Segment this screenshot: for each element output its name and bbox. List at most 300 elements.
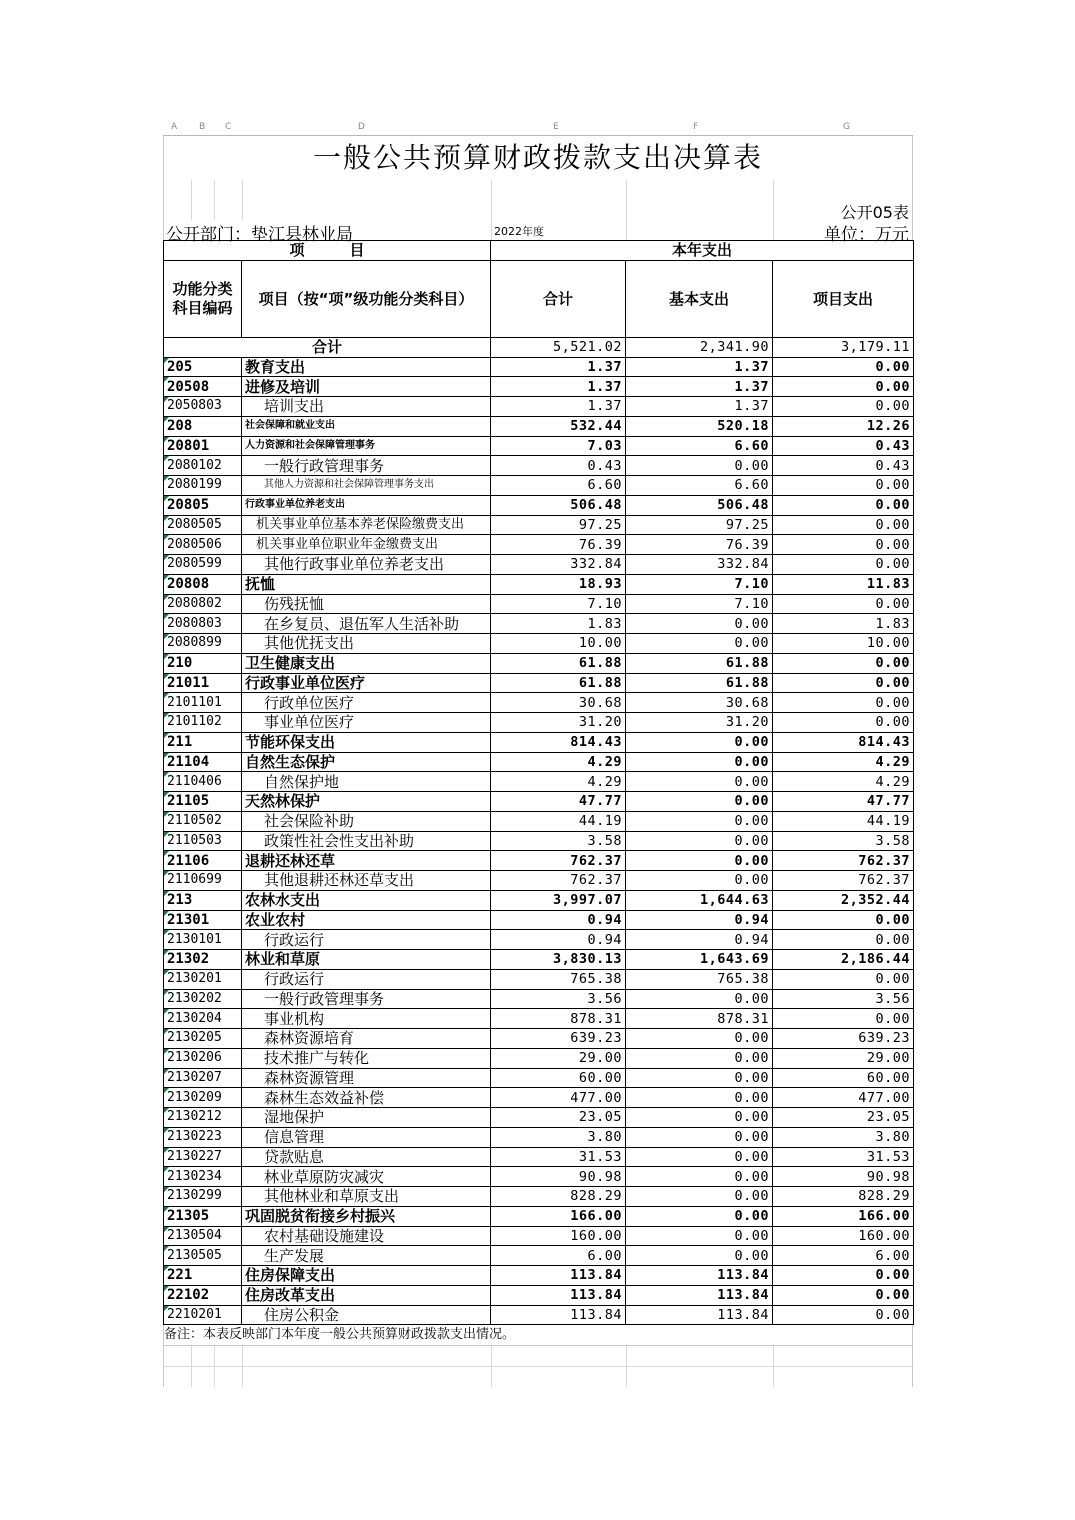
name-cell: 抚恤 xyxy=(242,574,491,594)
name-cell: 林业和草原 xyxy=(242,950,491,970)
total-header: 合计 xyxy=(491,260,626,337)
project-cell: 0.00 xyxy=(773,476,914,496)
total-cell: 878.31 xyxy=(491,1009,626,1029)
code-cell: 211 xyxy=(164,732,242,752)
code-cell: 2110406 xyxy=(164,772,242,792)
table-row xyxy=(164,713,914,733)
code-cell: 2130209 xyxy=(164,1088,242,1108)
table-row xyxy=(164,772,914,792)
project-cell: 0.00 xyxy=(773,713,914,733)
basic-cell: 878.31 xyxy=(626,1009,773,1029)
basic-cell: 0.00 xyxy=(626,1029,773,1049)
code-cell: 2130101 xyxy=(164,930,242,950)
basic-cell: 0.00 xyxy=(626,1167,773,1187)
total-cell: 60.00 xyxy=(491,1068,626,1088)
code-cell: 2130227 xyxy=(164,1147,242,1167)
total-amount: 5,521.02 xyxy=(491,337,626,357)
basic-cell: 520.18 xyxy=(626,416,773,436)
table-row xyxy=(164,930,914,950)
basic-cell: 76.39 xyxy=(626,535,773,555)
basic-cell: 0.00 xyxy=(626,1226,773,1246)
name-cell: 贷款贴息 xyxy=(242,1147,491,1167)
table-row xyxy=(164,1147,914,1167)
table-row xyxy=(164,693,914,713)
total-cell: 639.23 xyxy=(491,1029,626,1049)
table-row xyxy=(164,495,914,515)
table-row xyxy=(164,792,914,812)
name-cell: 住房改革支出 xyxy=(242,1285,491,1305)
total-cell: 113.84 xyxy=(491,1266,626,1286)
project-cell: 23.05 xyxy=(773,1108,914,1128)
column-header-strip xyxy=(163,122,913,136)
total-cell: 1.37 xyxy=(491,377,626,397)
total-cell: 532.44 xyxy=(491,416,626,436)
basic-cell: 0.00 xyxy=(626,752,773,772)
name-cell: 自然保护地 xyxy=(242,772,491,792)
code-cell: 2130212 xyxy=(164,1108,242,1128)
name-cell: 其他退耕还林还草支出 xyxy=(242,871,491,891)
name-cell: 行政事业单位养老支出 xyxy=(242,495,491,515)
name-cell: 农林水支出 xyxy=(242,890,491,910)
expenditure-table xyxy=(163,240,914,1325)
table-row xyxy=(164,673,914,693)
project-cell: 4.29 xyxy=(773,772,914,792)
table-row xyxy=(164,890,914,910)
total-cell: 160.00 xyxy=(491,1226,626,1246)
total-cell: 765.38 xyxy=(491,969,626,989)
name-cell: 技术推广与转化 xyxy=(242,1048,491,1068)
total-cell: 7.10 xyxy=(491,594,626,614)
name-cell: 生产发展 xyxy=(242,1246,491,1266)
code-cell: 2130201 xyxy=(164,969,242,989)
basic-cell: 1.37 xyxy=(626,357,773,377)
table-row xyxy=(164,871,914,891)
name-cell: 森林资源管理 xyxy=(242,1068,491,1088)
form-number: 公开05表 xyxy=(840,203,909,222)
name-cell: 林业草原防灾减灾 xyxy=(242,1167,491,1187)
name-cell: 在乡复员、退伍军人生活补助 xyxy=(242,614,491,634)
code-cell: 2080899 xyxy=(164,634,242,654)
project-cell: 0.00 xyxy=(773,1266,914,1286)
project-cell: 0.00 xyxy=(773,515,914,535)
basic-cell: 97.25 xyxy=(626,515,773,535)
code-cell: 21301 xyxy=(164,910,242,930)
name-cell: 其他人力资源和社会保障管理事务支出 xyxy=(242,476,491,496)
total-cell: 47.77 xyxy=(491,792,626,812)
code-cell: 2050803 xyxy=(164,397,242,417)
table-row xyxy=(164,1048,914,1068)
project-cell: 160.00 xyxy=(773,1226,914,1246)
project-cell: 0.00 xyxy=(773,357,914,377)
basic-cell: 332.84 xyxy=(626,555,773,575)
basic-cell: 1.37 xyxy=(626,377,773,397)
name-cell: 行政事业单位医疗 xyxy=(242,673,491,693)
table-row xyxy=(164,752,914,772)
code-cell: 2101102 xyxy=(164,713,242,733)
footnote: 备注：本表反映部门本年度一般公共预算财政拨款支出情况。 xyxy=(163,1325,913,1346)
basic-cell: 0.00 xyxy=(626,1048,773,1068)
basic-cell: 0.00 xyxy=(626,1246,773,1266)
name-cell: 森林资源培育 xyxy=(242,1029,491,1049)
name-cell: 机关事业单位职业年金缴费支出 xyxy=(242,535,491,555)
project-cell: 2,352.44 xyxy=(773,890,914,910)
basic-cell: 0.00 xyxy=(626,871,773,891)
basic-cell: 0.00 xyxy=(626,1187,773,1207)
project-cell: 3.80 xyxy=(773,1127,914,1147)
basic-cell: 61.88 xyxy=(626,673,773,693)
basic-cell: 0.00 xyxy=(626,1127,773,1147)
code-cell: 21011 xyxy=(164,673,242,693)
basic-cell: 0.00 xyxy=(626,1147,773,1167)
basic-cell: 0.94 xyxy=(626,930,773,950)
basic-cell: 0.00 xyxy=(626,456,773,476)
table-row xyxy=(164,1246,914,1266)
project-cell: 0.00 xyxy=(773,594,914,614)
project-cell: 0.00 xyxy=(773,397,914,417)
project-cell: 1.83 xyxy=(773,614,914,634)
column-letter[interactable]: A xyxy=(171,122,178,132)
table-row xyxy=(164,614,914,634)
total-row xyxy=(164,337,914,357)
total-project: 3,179.11 xyxy=(773,337,914,357)
total-cell: 7.03 xyxy=(491,436,626,456)
total-cell: 1.83 xyxy=(491,614,626,634)
name-cell: 行政单位医疗 xyxy=(242,693,491,713)
name-cell: 事业机构 xyxy=(242,1009,491,1029)
total-cell: 113.84 xyxy=(491,1285,626,1305)
basic-cell: 113.84 xyxy=(626,1285,773,1305)
name-cell: 其他优抚支出 xyxy=(242,634,491,654)
code-cell: 2130234 xyxy=(164,1167,242,1187)
column-letter[interactable]: G xyxy=(843,122,850,132)
form-number-row xyxy=(163,200,913,220)
name-cell: 湿地保护 xyxy=(242,1108,491,1128)
table-row xyxy=(164,377,914,397)
project-cell: 762.37 xyxy=(773,871,914,891)
table-row xyxy=(164,397,914,417)
column-letter[interactable]: D xyxy=(358,122,365,132)
total-cell: 90.98 xyxy=(491,1167,626,1187)
unit-label: 单位：万元 xyxy=(824,225,909,245)
code-cell: 2130202 xyxy=(164,989,242,1009)
table-row xyxy=(164,456,914,476)
basic-cell: 0.00 xyxy=(626,792,773,812)
total-cell: 61.88 xyxy=(491,653,626,673)
code-header: 功能分类科目编码 xyxy=(164,260,242,337)
project-cell: 0.00 xyxy=(773,930,914,950)
department-row xyxy=(163,220,913,245)
code-cell: 20801 xyxy=(164,436,242,456)
name-cell: 信息管理 xyxy=(242,1127,491,1147)
table-row xyxy=(164,594,914,614)
total-cell: 23.05 xyxy=(491,1108,626,1128)
project-cell: 60.00 xyxy=(773,1068,914,1088)
code-cell: 22102 xyxy=(164,1285,242,1305)
total-cell: 3.80 xyxy=(491,1127,626,1147)
basic-cell: 0.00 xyxy=(626,851,773,871)
code-cell: 2080102 xyxy=(164,456,242,476)
total-cell: 1.37 xyxy=(491,397,626,417)
total-cell: 3,997.07 xyxy=(491,890,626,910)
code-cell: 2110699 xyxy=(164,871,242,891)
blank-row xyxy=(163,1366,913,1387)
table-row xyxy=(164,535,914,555)
code-cell: 2080199 xyxy=(164,476,242,496)
spreadsheet xyxy=(163,122,913,1387)
total-label: 合计 xyxy=(164,337,491,357)
project-cell: 0.00 xyxy=(773,969,914,989)
name-cell: 巩固脱贫衔接乡村振兴 xyxy=(242,1206,491,1226)
name-cell: 伤残抚恤 xyxy=(242,594,491,614)
basic-header: 基本支出 xyxy=(626,260,773,337)
total-cell: 76.39 xyxy=(491,535,626,555)
project-cell: 12.26 xyxy=(773,416,914,436)
name-cell: 培训支出 xyxy=(242,397,491,417)
total-cell: 762.37 xyxy=(491,871,626,891)
total-cell: 31.53 xyxy=(491,1147,626,1167)
basic-cell: 113.84 xyxy=(626,1305,773,1325)
table-row xyxy=(164,851,914,871)
name-cell: 其他行政事业单位养老支出 xyxy=(242,555,491,575)
name-cell: 节能环保支出 xyxy=(242,732,491,752)
table-row xyxy=(164,574,914,594)
total-basic: 2,341.90 xyxy=(626,337,773,357)
project-cell: 29.00 xyxy=(773,1048,914,1068)
total-cell: 113.84 xyxy=(491,1305,626,1325)
table-row xyxy=(164,989,914,1009)
total-cell: 814.43 xyxy=(491,732,626,752)
name-cell: 住房公积金 xyxy=(242,1305,491,1325)
table-row xyxy=(164,732,914,752)
project-cell: 477.00 xyxy=(773,1088,914,1108)
name-cell: 其他林业和草原支出 xyxy=(242,1187,491,1207)
table-row xyxy=(164,1088,914,1108)
basic-cell: 0.00 xyxy=(626,614,773,634)
code-cell: 210 xyxy=(164,653,242,673)
total-cell: 61.88 xyxy=(491,673,626,693)
total-cell: 3,830.13 xyxy=(491,950,626,970)
code-cell: 21104 xyxy=(164,752,242,772)
code-cell: 2130299 xyxy=(164,1187,242,1207)
table-row xyxy=(164,653,914,673)
name-cell: 社会保险补助 xyxy=(242,811,491,831)
project-cell: 0.00 xyxy=(773,653,914,673)
name-cell: 政策性社会性支出补助 xyxy=(242,831,491,851)
code-cell: 2101101 xyxy=(164,693,242,713)
total-cell: 29.00 xyxy=(491,1048,626,1068)
basic-cell: 0.00 xyxy=(626,811,773,831)
name-cell: 行政运行 xyxy=(242,930,491,950)
table-row xyxy=(164,969,914,989)
name-cell: 社会保障和就业支出 xyxy=(242,416,491,436)
name-cell: 卫生健康支出 xyxy=(242,653,491,673)
project-cell: 6.00 xyxy=(773,1246,914,1266)
name-cell: 自然生态保护 xyxy=(242,752,491,772)
name-cell: 一般行政管理事务 xyxy=(242,456,491,476)
name-cell: 农村基础设施建设 xyxy=(242,1226,491,1246)
table-row xyxy=(164,1108,914,1128)
table-row xyxy=(164,416,914,436)
item-header: 项目（按“项”级功能分类科目） xyxy=(242,260,491,337)
basic-cell: 31.20 xyxy=(626,713,773,733)
table-row xyxy=(164,910,914,930)
total-cell: 18.93 xyxy=(491,574,626,594)
basic-cell: 7.10 xyxy=(626,594,773,614)
table-row xyxy=(164,436,914,456)
basic-cell: 0.00 xyxy=(626,1108,773,1128)
table-row xyxy=(164,811,914,831)
project-cell: 0.43 xyxy=(773,436,914,456)
project-cell: 0.00 xyxy=(773,1285,914,1305)
table-row xyxy=(164,831,914,851)
name-cell: 事业单位医疗 xyxy=(242,713,491,733)
total-cell: 4.29 xyxy=(491,772,626,792)
code-cell: 2110502 xyxy=(164,811,242,831)
table-row xyxy=(164,515,914,535)
project-cell: 0.00 xyxy=(773,377,914,397)
total-cell: 6.00 xyxy=(491,1246,626,1266)
project-cell: 0.00 xyxy=(773,555,914,575)
code-cell: 2110503 xyxy=(164,831,242,851)
code-cell: 2130207 xyxy=(164,1068,242,1088)
table-row xyxy=(164,1226,914,1246)
project-cell: 44.19 xyxy=(773,811,914,831)
basic-cell: 7.10 xyxy=(626,574,773,594)
code-cell: 2210201 xyxy=(164,1305,242,1325)
basic-cell: 0.00 xyxy=(626,1088,773,1108)
table-row xyxy=(164,1029,914,1049)
project-cell: 11.83 xyxy=(773,574,914,594)
code-cell: 2130204 xyxy=(164,1009,242,1029)
code-cell: 205 xyxy=(164,357,242,377)
code-cell: 21106 xyxy=(164,851,242,871)
basic-cell: 113.84 xyxy=(626,1266,773,1286)
name-cell: 进修及培训 xyxy=(242,377,491,397)
column-letter[interactable]: F xyxy=(693,122,699,132)
code-cell: 20805 xyxy=(164,495,242,515)
project-cell: 0.00 xyxy=(773,1305,914,1325)
code-cell: 21105 xyxy=(164,792,242,812)
blank-row xyxy=(163,180,913,200)
basic-cell: 1,644.63 xyxy=(626,890,773,910)
project-cell: 3.56 xyxy=(773,989,914,1009)
column-letter[interactable]: C xyxy=(225,122,232,132)
code-cell: 2130505 xyxy=(164,1246,242,1266)
basic-cell: 0.00 xyxy=(626,1206,773,1226)
table-row xyxy=(164,1285,914,1305)
name-cell: 人力资源和社会保障管理事务 xyxy=(242,436,491,456)
project-cell: 0.00 xyxy=(773,495,914,515)
basic-cell: 0.94 xyxy=(626,910,773,930)
code-cell: 2080803 xyxy=(164,614,242,634)
basic-cell: 0.00 xyxy=(626,831,773,851)
code-cell: 2130223 xyxy=(164,1127,242,1147)
total-cell: 477.00 xyxy=(491,1088,626,1108)
basic-cell: 61.88 xyxy=(626,653,773,673)
total-cell: 828.29 xyxy=(491,1187,626,1207)
code-cell: 2080505 xyxy=(164,515,242,535)
project-cell: 814.43 xyxy=(773,732,914,752)
basic-cell: 1.37 xyxy=(626,397,773,417)
table-row xyxy=(164,1068,914,1088)
name-cell: 行政运行 xyxy=(242,969,491,989)
code-cell: 2080506 xyxy=(164,535,242,555)
code-cell: 208 xyxy=(164,416,242,436)
table-row xyxy=(164,476,914,496)
project-cell: 0.00 xyxy=(773,910,914,930)
basic-cell: 6.60 xyxy=(626,476,773,496)
code-cell: 21305 xyxy=(164,1206,242,1226)
project-cell: 3.58 xyxy=(773,831,914,851)
project-cell: 828.29 xyxy=(773,1187,914,1207)
total-cell: 1.37 xyxy=(491,357,626,377)
table-row xyxy=(164,1266,914,1286)
name-cell: 退耕还林还草 xyxy=(242,851,491,871)
total-cell: 31.20 xyxy=(491,713,626,733)
project-cell: 31.53 xyxy=(773,1147,914,1167)
project-header: 项 目 xyxy=(164,241,491,261)
table-row xyxy=(164,950,914,970)
total-cell: 332.84 xyxy=(491,555,626,575)
project-cell: 2,186.44 xyxy=(773,950,914,970)
project-cell: 639.23 xyxy=(773,1029,914,1049)
table-row xyxy=(164,555,914,575)
code-cell: 2080599 xyxy=(164,555,242,575)
project-cell: 0.00 xyxy=(773,673,914,693)
total-cell: 762.37 xyxy=(491,851,626,871)
total-cell: 30.68 xyxy=(491,693,626,713)
table-row xyxy=(164,1187,914,1207)
code-cell: 2080802 xyxy=(164,594,242,614)
name-cell: 森林生态效益补偿 xyxy=(242,1088,491,1108)
code-cell: 20808 xyxy=(164,574,242,594)
project-cell: 0.00 xyxy=(773,535,914,555)
basic-cell: 0.00 xyxy=(626,772,773,792)
total-cell: 6.60 xyxy=(491,476,626,496)
table-row xyxy=(164,1167,914,1187)
code-cell: 2130205 xyxy=(164,1029,242,1049)
total-cell: 3.58 xyxy=(491,831,626,851)
total-cell: 506.48 xyxy=(491,495,626,515)
table-row xyxy=(164,1127,914,1147)
name-cell: 教育支出 xyxy=(242,357,491,377)
basic-cell: 0.00 xyxy=(626,1068,773,1088)
total-cell: 166.00 xyxy=(491,1206,626,1226)
project-cell: 0.00 xyxy=(773,693,914,713)
basic-cell: 0.00 xyxy=(626,732,773,752)
project-cell: 0.43 xyxy=(773,456,914,476)
column-letter[interactable]: E xyxy=(553,122,559,132)
basic-cell: 30.68 xyxy=(626,693,773,713)
basic-cell: 6.60 xyxy=(626,436,773,456)
total-cell: 0.43 xyxy=(491,456,626,476)
total-cell: 0.94 xyxy=(491,930,626,950)
project-cell: 166.00 xyxy=(773,1206,914,1226)
blank-row xyxy=(163,1346,913,1366)
project-cell: 762.37 xyxy=(773,851,914,871)
total-cell: 4.29 xyxy=(491,752,626,772)
table-row xyxy=(164,1009,914,1029)
code-cell: 221 xyxy=(164,1266,242,1286)
name-cell: 农业农村 xyxy=(242,910,491,930)
code-cell: 2130504 xyxy=(164,1226,242,1246)
table-row xyxy=(164,634,914,654)
name-cell: 机关事业单位基本养老保险缴费支出 xyxy=(242,515,491,535)
column-letter[interactable]: B xyxy=(199,122,206,132)
total-cell: 97.25 xyxy=(491,515,626,535)
basic-cell: 506.48 xyxy=(626,495,773,515)
table-row xyxy=(164,1206,914,1226)
